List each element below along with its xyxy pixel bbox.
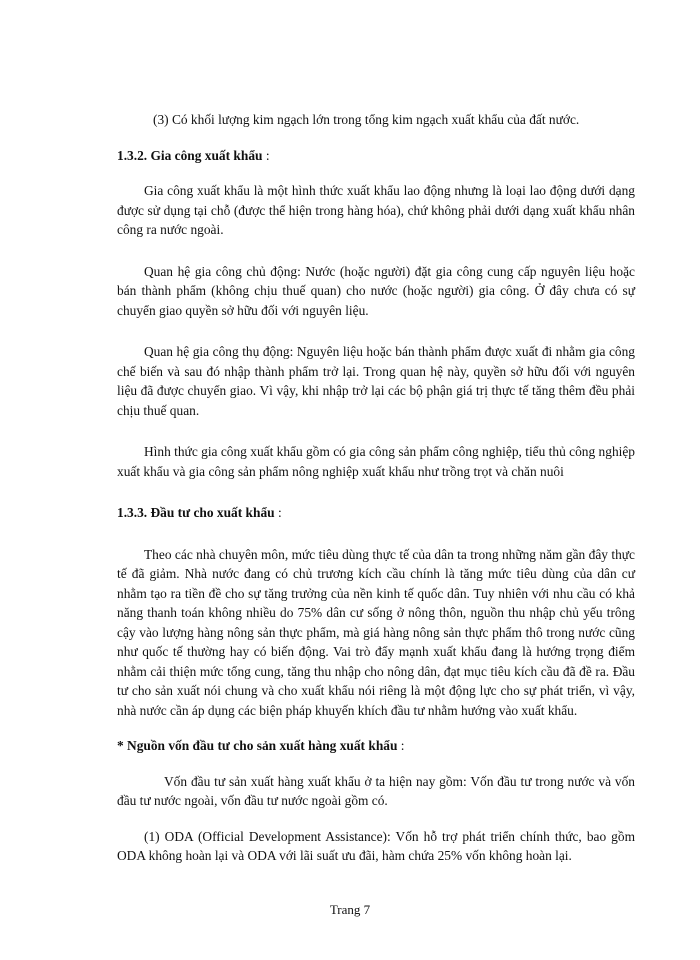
document-body — [117, 110, 635, 866]
paragraph-thu-dong: Quan hệ gia công thụ động: Nguyên liệu hoặc bán thành phẩm được xuất đi nhằm gia công chế biến và sau đó nhập thành phẩm trở lại. Trong quan hệ này, quyền sở hữu đối với nguyên liệu đã được chuyển giao. Vì vậy, khi nhập trở lại các bộ phận giá trị thực tế tăng thêm đều phải chịu thuế quan. — [117, 344, 635, 418]
paragraph-gia-cong-intro: Gia công xuất khẩu là một hình thức xuất khẩu lao động nhưng là loại lao động dưới dạng được sử dụng tại chỗ (được thể hiện trong hàng hóa), chứ không phải dưới dạng xuất khẩu nhân công ra nước ngoài. — [117, 183, 635, 237]
paragraph-dau-tu: Theo các nhà chuyên môn, mức tiêu dùng thực tế của dân ta trong những năm gần đây thực tế đã giảm. Nhà nước đang có chủ trương kích cầu chính là tăng mức tiêu dùng của dân cư nhằm tạo ra tiền đề cho sự tăng trưởng của nền kinh tế quốc dân. Tuy nhiên với nhu cầu có khả năng thanh toán không nhiều do 75% dân cư sống ở nông thôn, nguồn thu nhập chủ yếu trông cậy vào lượng hàng nông sản thực phẩm, mà giá hàng nông sản thực phẩm thô trong nước cũng như quốc tế thường hay có biến động. Vai trò đẩy mạnh xuất khẩu đang là hướng trọng điểm nhằm cải thiện mức tổng cung, tăng thu nhập cho nông dân, đạt mục tiêu kích cầu đã đề ra. Đầu tư cho sản xuất nói chung và cho xuất khẩu nói riêng là một động lực cho sự phát triển, vì vậy, nhà nước cần áp dụng các biện pháp khuyến khích đầu tư nhằm hướng vào xuất khẩu. — [117, 546, 635, 718]
section-title: 1.3.3. Đầu tư cho xuất khẩu — [117, 505, 275, 520]
paragraph-oda: (1) ODA (Official Development Assistance): Vốn hỗ trợ phát triển chính thức, bao gồm ODA không hoàn lại và ODA với lãi suất ưu đãi, hàm chứa 25% vốn không hoàn lại. — [117, 828, 635, 863]
paragraph-hinh-thuc: Hình thức gia công xuất khẩu gồm có gia công sản phẩm công nghiệp, tiểu thủ công nghiệp xuất khẩu và gia công sản phẩm nông nghiệp xuất khẩu như trồng trọt và chăn nuôi — [117, 444, 635, 479]
section-colon: : — [277, 505, 282, 520]
subheading-title: * Nguồn vốn đầu tư cho sản xuất hàng xuất khẩu — [117, 738, 398, 753]
paragraph-chu-dong: Quan hệ gia công chủ động: Nước (hoặc người) đặt gia công cung cấp nguyên liệu hoặc bán thành phẩm (không chịu thuế quan) cho nước (hoặc người) gia công. Ở đây chưa có sự chuyển giao quyền sở hữu đối với nguyên liệu. — [117, 263, 635, 318]
section-heading-1-3-3 — [117, 503, 635, 523]
section-title: 1.3.2. Gia công xuất khẩu — [117, 147, 263, 163]
section-colon: : — [265, 147, 270, 163]
subheading-colon: : — [400, 738, 405, 753]
subheading-nguon-von — [117, 736, 635, 756]
paragraph-criterion-3: (3) Có khối lượng kim ngạch lớn trong tổng kim ngạch xuất khẩu của đất nước. — [153, 112, 580, 127]
section-heading-1-3-2 — [117, 146, 635, 166]
page-number: Trang 7 — [329, 902, 371, 917]
paragraph-von-dau-tu: Vốn đầu tư sản xuất hàng xuất khẩu ở ta hiện nay gồm: Vốn đầu tư trong nước và vốn đầu tư nước ngoài, vốn đầu tư nước ngoài gồm có. — [117, 773, 635, 808]
